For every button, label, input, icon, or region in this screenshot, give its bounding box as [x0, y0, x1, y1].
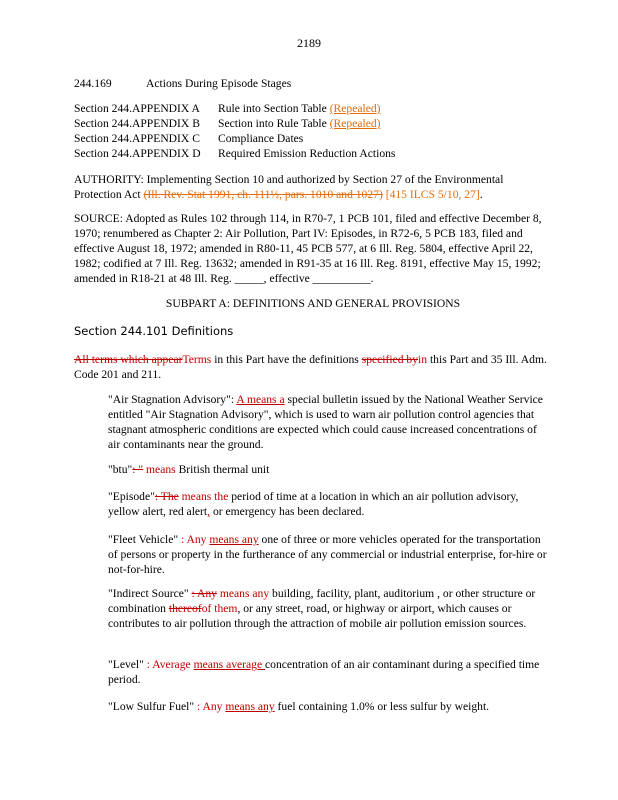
- appendix-row: [74, 116, 552, 131]
- definition-btu: "btu": " means British thermal unit: [108, 463, 270, 476]
- appendix-title: Compliance Dates: [218, 132, 304, 146]
- toc-number: 244.169: [74, 77, 112, 90]
- appendix-label: Section 244.APPENDIX A: [74, 102, 200, 115]
- appendix-title: Rule into Section Table (Repealed): [218, 102, 381, 115]
- definition-indirect-source: "Indirect Source" : Any means any building, facility, plant, auditorium , or other structure or combination thereofof them, or any street, road, or highway or airport, which causes or contributes to air pollution through the attraction of mobile air pollution emission sources.: [108, 587, 536, 631]
- definition-fleet-vehicle: "Fleet Vehicle" : Any means any one of three or more vehicles operated for the transportation of persons or property in the furtherance of any commercial or industrial enterprise, for-hire or not-for-hire.: [108, 533, 547, 577]
- appendix-label: Section 244.APPENDIX C: [74, 132, 200, 146]
- appendix-row: [74, 146, 552, 161]
- appendix-label: Section 244.APPENDIX B: [74, 117, 200, 131]
- repealed-note: (Repealed): [329, 117, 381, 131]
- repealed-note: (Repealed): [329, 102, 381, 115]
- appendix-list: [74, 101, 552, 161]
- appendix-label: Section 244.APPENDIX D: [74, 147, 201, 161]
- source-paragraph: SOURCE: Adopted as Rules 102 through 114, in R70-7, 1 PCB 101, filed and effective December 8, 1970; renumbered as Chapter 2: Air Pollution, Part IV: Episodes, in R72-6, 5 PCB 183, filed and effective August 18, 1972; amended in R80-11, 45 PCB 577, at 6 Ill. Reg. 5804, effective April 22, 1982; codified at 7 Ill. Reg. 13632; amended in R91-35 at 16 Ill. Reg. 8191, effective May 15, 1992; amended in R18-21 at 48 Ill. Reg. _____, effective __________.: [74, 212, 542, 286]
- page-number: 2189: [297, 36, 321, 50]
- deleted-citation: (Ill. Rev. Stat 1991, ch. 111½, pars. 1010 and 1027): [143, 188, 383, 202]
- inserted-citation: [415 ILCS 5/10, 27]: [382, 188, 480, 202]
- subpart-heading: SUBPART A: DEFINITIONS AND GENERAL PROVISIONS: [165, 297, 461, 310]
- toc-title: Actions During Episode Stages: [146, 77, 292, 90]
- definition-episode: "Episode": The means the period of time at a location in which an air pollution advisory, yellow alert, red alert, or emergency has been declared.: [108, 490, 519, 519]
- definition-air-stagnation-advisory: "Air Stagnation Advisory": A means a special bulletin issued by the National Weather Service entitled "Air Stagnation Advisory", which is used to warn air pollution control agencies that stagnant atmospheric conditions are expected which could cause increased concentrations of air contaminants near the ground.: [108, 393, 543, 452]
- definition-level: "Level" : Average means average concentration of an air contaminant during a specified time period.: [108, 658, 540, 687]
- appendix-title: Section into Rule Table (Repealed): [218, 117, 381, 131]
- appendix-row: [74, 101, 552, 116]
- section-heading: Section 244.101 Definitions: [74, 324, 234, 338]
- authority-paragraph: AUTHORITY: Implementing Section 10 and authorized by Section 27 of the Environmental Protection Act (Ill. Rev. Stat 1991, ch. 111½, pars. 1010 and 1027) [415 ILCS 5/10, 27].: [74, 173, 504, 202]
- toc-entry-169: [74, 76, 552, 91]
- appendix-row: [74, 131, 552, 146]
- intro-paragraph: All terms which appearTerms in this Part have the definitions specified byin this Part and 35 Ill. Adm. Code 201 and 211.: [74, 353, 547, 382]
- appendix-title: Required Emission Reduction Actions: [218, 147, 396, 161]
- definition-low-sulfur-fuel: "Low Sulfur Fuel" : Any means any fuel containing 1.0% or less sulfur by weight.: [108, 700, 490, 713]
